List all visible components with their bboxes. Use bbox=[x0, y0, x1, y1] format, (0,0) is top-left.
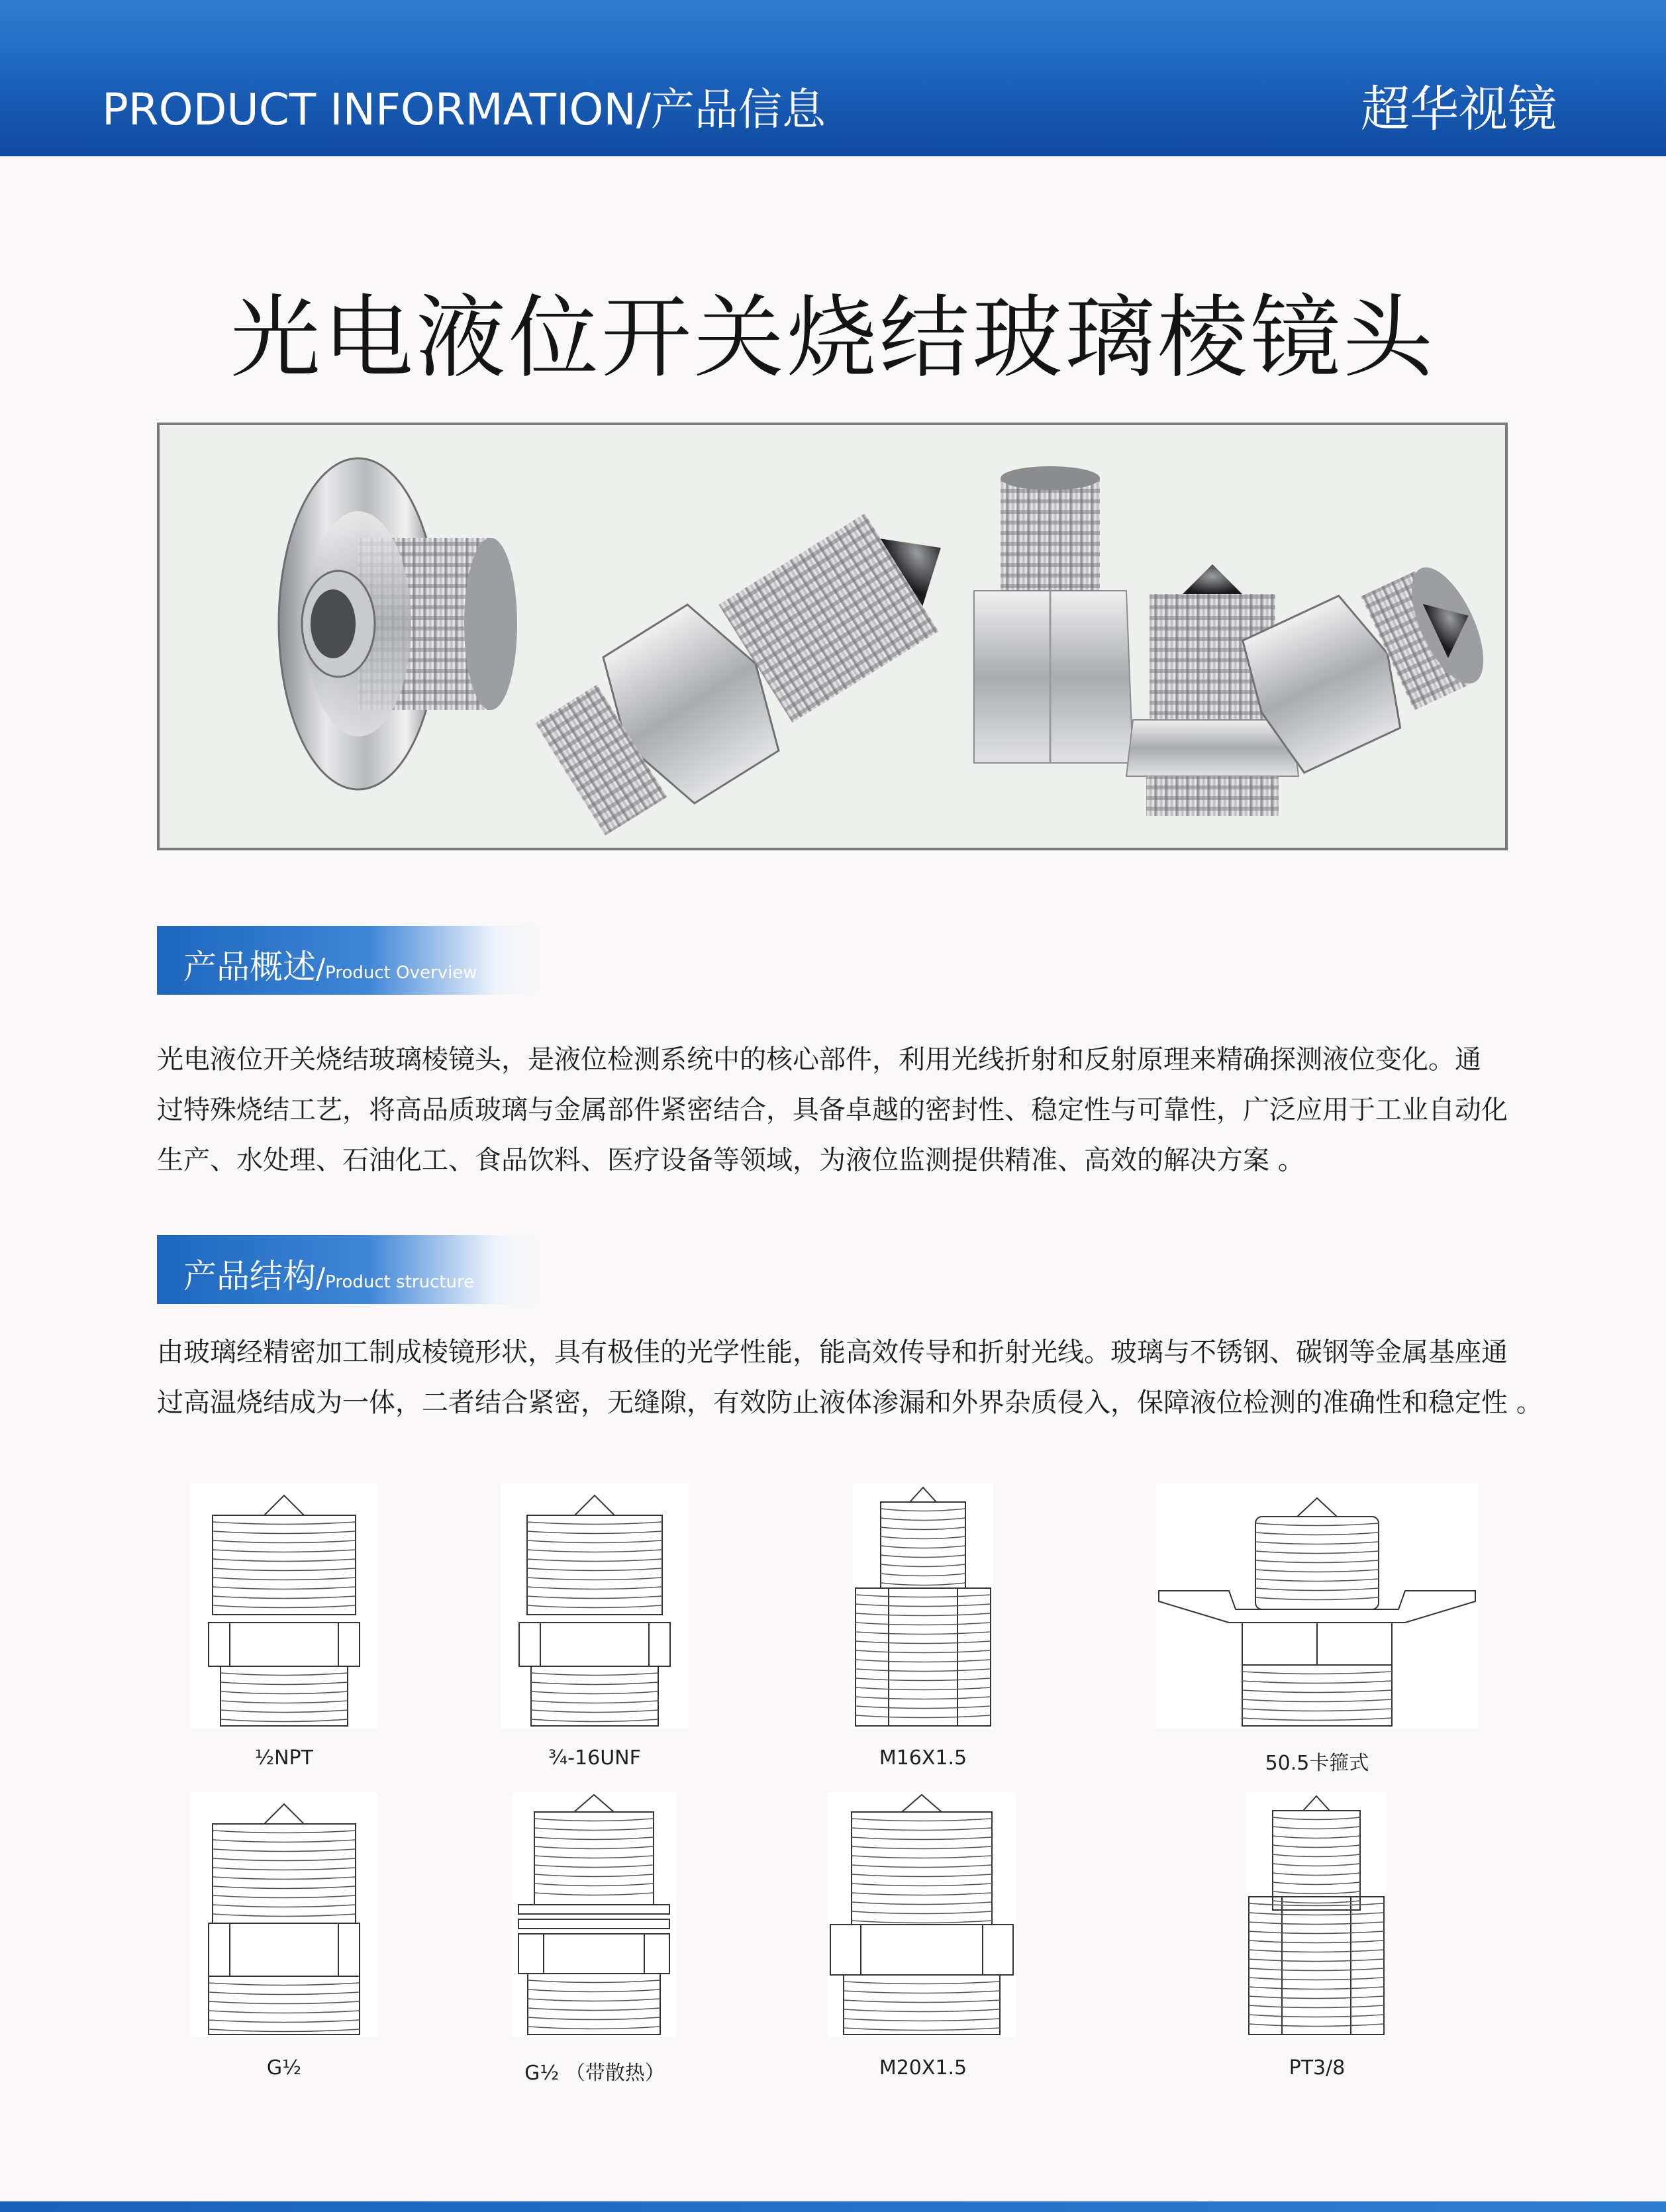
section-overview-header bbox=[157, 926, 541, 995]
footer-bar bbox=[0, 2201, 1666, 2212]
drawing-pt3-8 bbox=[1246, 1792, 1387, 2037]
drawing-50-5-clamp bbox=[1156, 1483, 1478, 1729]
structure-paragraph bbox=[157, 1327, 1543, 1428]
drawing-half-npt bbox=[190, 1483, 378, 1729]
section-structure-title-en: Product structure bbox=[325, 1272, 475, 1292]
model-label: ¾-16UNF bbox=[548, 1746, 641, 1770]
structure-line: 过高温烧结成为一体，二者结合紧密，无缝隙，有效防止液体渗漏和外界杂质侵入，保障液位检测的准确性和稳定性 。 bbox=[157, 1387, 1543, 1418]
drawing-m16x1-5 bbox=[853, 1483, 993, 1729]
section-overview-title-en: Product Overview bbox=[325, 963, 477, 983]
model-label: ½NPT bbox=[255, 1746, 313, 1770]
flange-sight-glass-photo bbox=[279, 458, 517, 789]
section-structure-header bbox=[157, 1235, 541, 1304]
section-overview-slash: / bbox=[316, 952, 326, 985]
overview-paragraph bbox=[157, 1034, 1521, 1185]
model-label: G½ （带散热） bbox=[524, 2062, 665, 2085]
overview-line: 过特殊烧结工艺，将高品质玻璃与金属部件紧密结合，具备卓越的密封性、稳定性与可靠性，广泛应用于工业自动化 bbox=[157, 1095, 1508, 1125]
section-overview-title: 产品概述 bbox=[183, 948, 316, 986]
product-photo bbox=[157, 423, 1508, 850]
section-structure-title: 产品结构 bbox=[183, 1257, 316, 1295]
page-title: 光电液位开关烧结玻璃棱镜头 bbox=[230, 286, 1436, 391]
model-label: M20X1.5 bbox=[879, 2056, 967, 2080]
model-label: 50.5卡箍式 bbox=[1265, 1752, 1369, 1775]
model-label: G½ bbox=[266, 2056, 302, 2080]
drawing-g-half bbox=[190, 1792, 378, 2037]
overview-line: 光电液位开关烧结玻璃棱镜头，是液位检测系统中的核心部件，利用光线折射和反射原理来精确探测液位变化。通 bbox=[157, 1044, 1481, 1075]
section-structure-slash: / bbox=[316, 1262, 326, 1294]
drawing-g-half-heat-sink bbox=[512, 1792, 676, 2037]
model-label: PT3/8 bbox=[1289, 2056, 1346, 2080]
header-title: PRODUCT INFORMATION/产品信息 bbox=[102, 84, 826, 135]
drawing-three-quarter-unf bbox=[501, 1483, 689, 1729]
hex-fitting-photo bbox=[524, 475, 986, 848]
hex-coupling-photo bbox=[974, 466, 1133, 763]
brand-name: 超华视镜 bbox=[1361, 81, 1557, 138]
structure-line: 由玻璃经精密加工制成棱镜形状，具有极佳的光学性能，能高效传导和折射光线。玻璃与不锈钢、碳钢等金属基座通 bbox=[157, 1337, 1508, 1368]
model-label: M16X1.5 bbox=[879, 1746, 967, 1770]
drawing-m20x1-5 bbox=[828, 1792, 1016, 2037]
header-bar bbox=[0, 0, 1666, 156]
overview-line: 生产、水处理、石油化工、食品饮料、医疗设备等领域，为液位监测提供精准、高效的解决方案 。 bbox=[157, 1145, 1304, 1176]
